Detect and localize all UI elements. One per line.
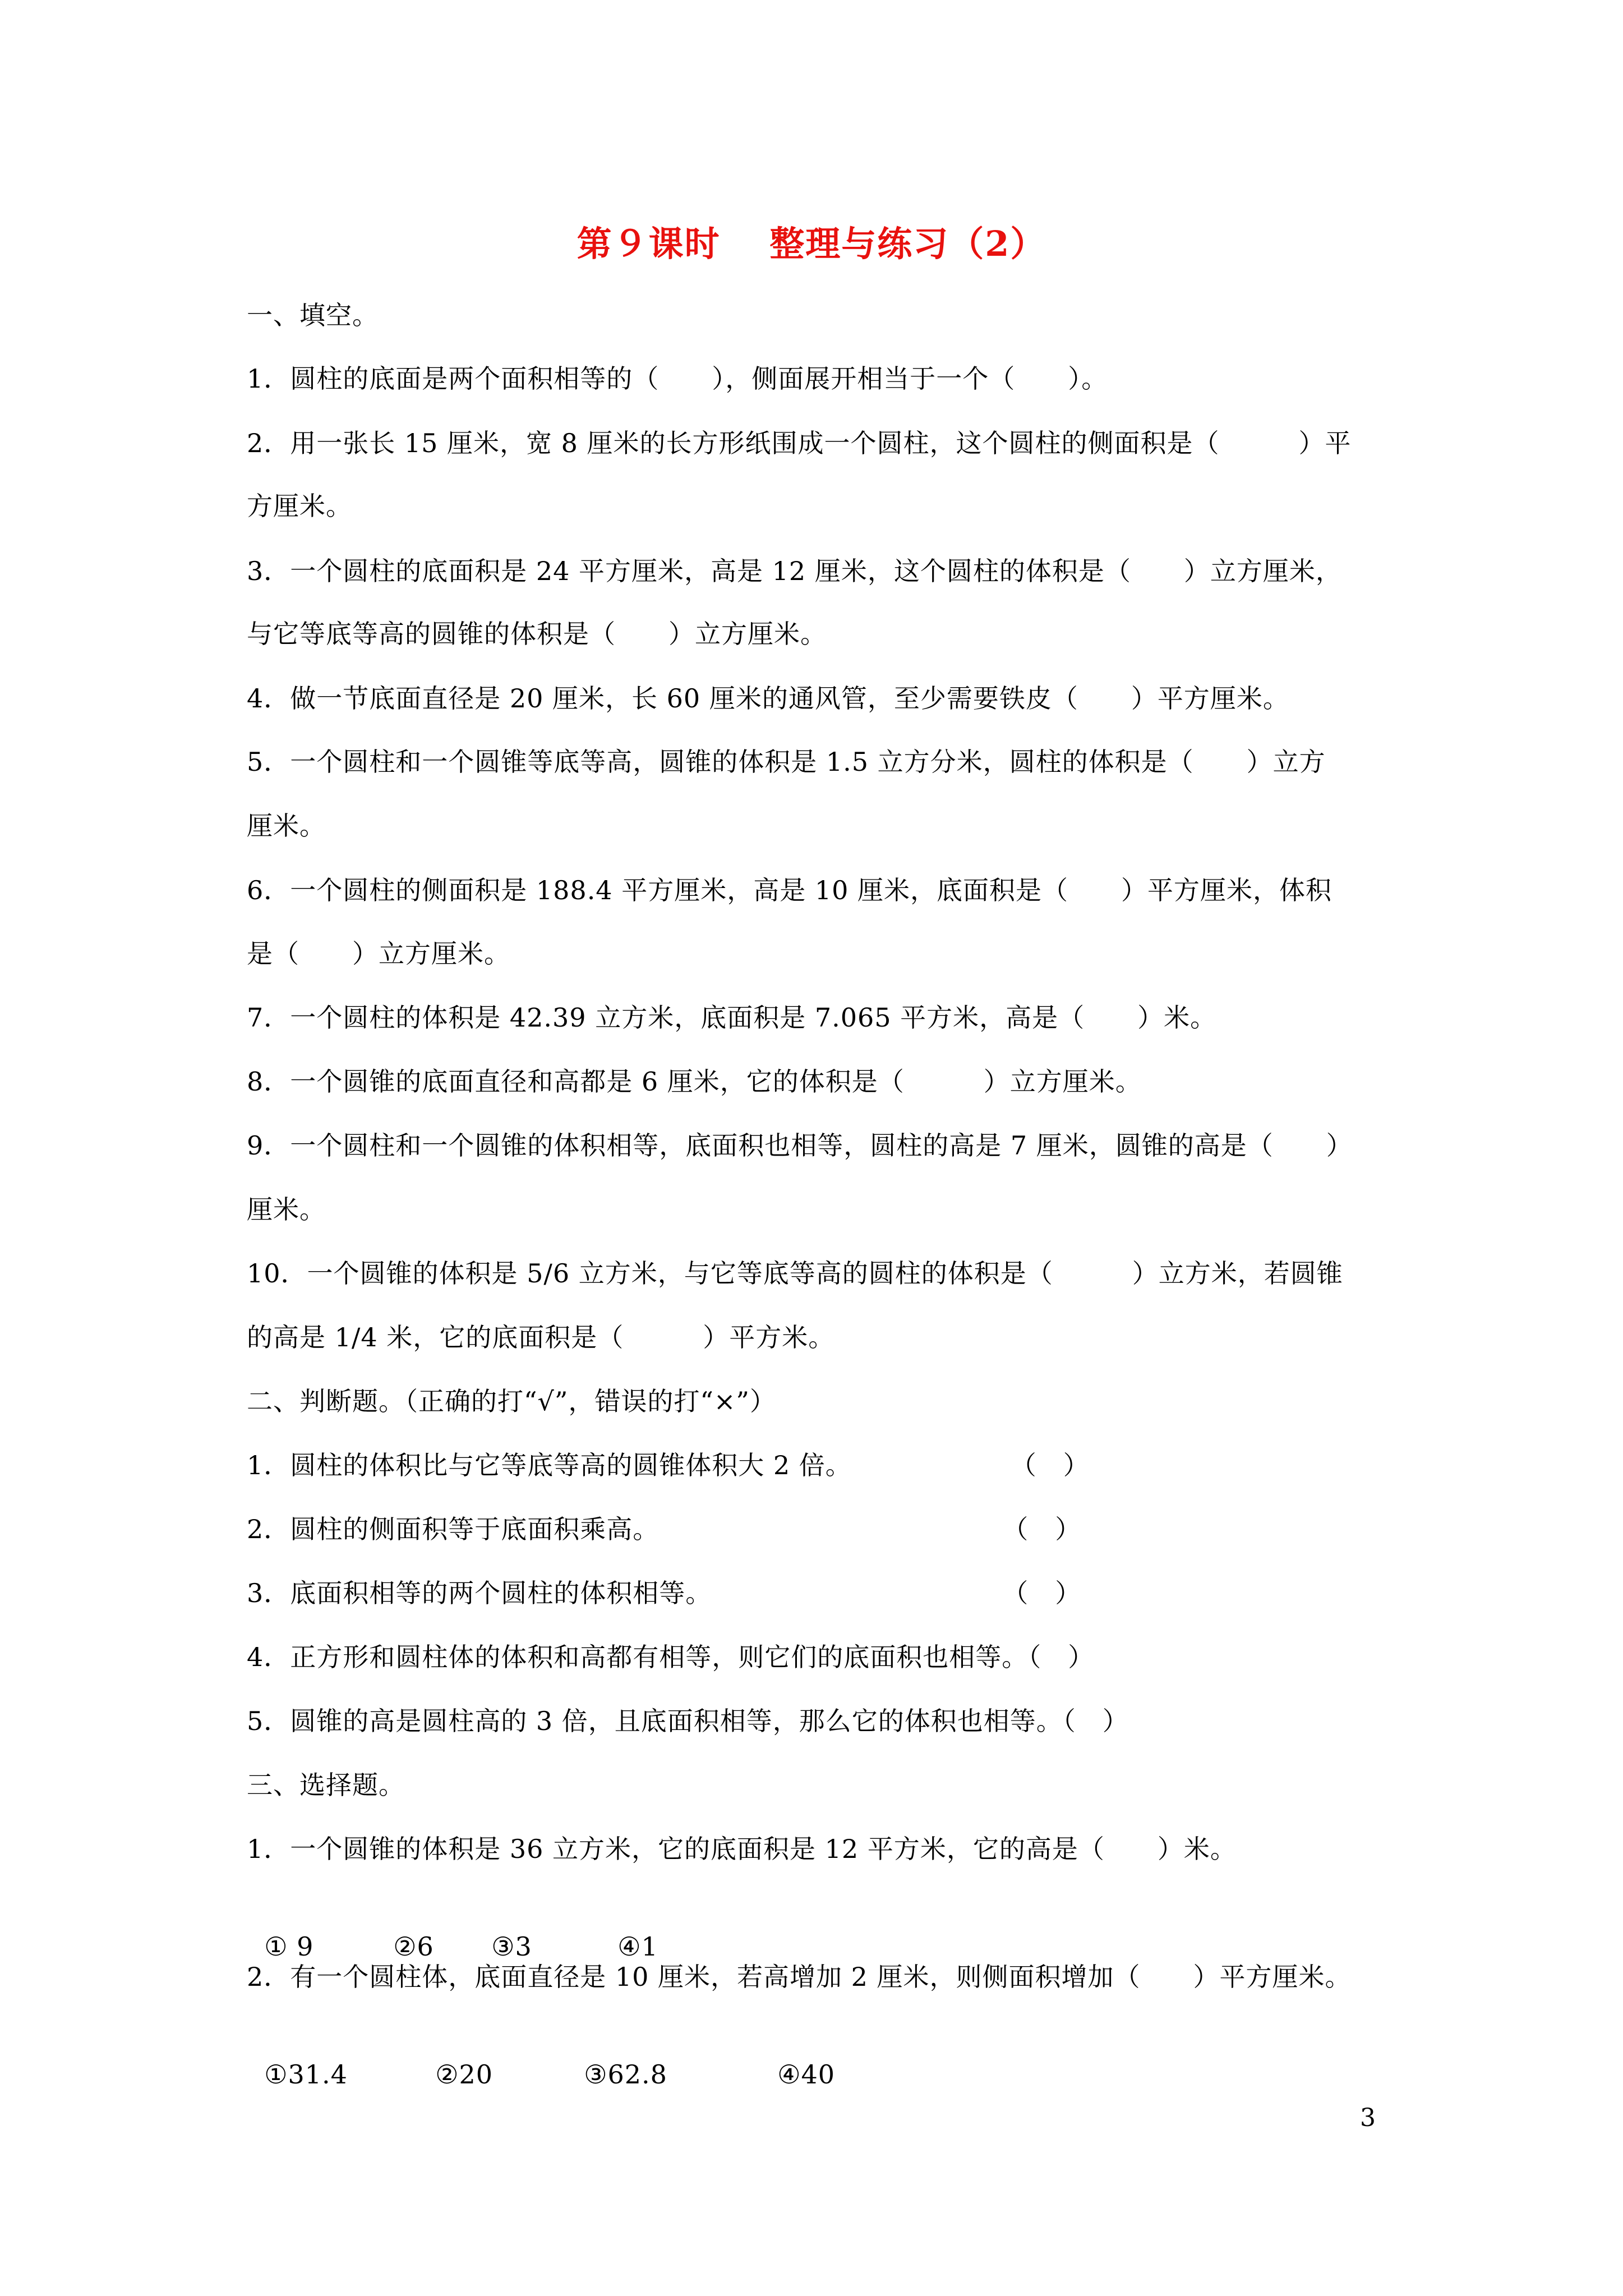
choice-options <box>247 2024 835 2091</box>
question-line: 3．一个圆柱的底面积是 24 平方厘米，高是 12 厘米，这个圆柱的体积是（ ）立方厘米， <box>247 556 1342 586</box>
choice-options <box>247 1896 658 1963</box>
question-line: 4．做一节底面直径是 20 厘米，长 60 厘米的通风管，至少需要铁皮（ ）平方厘米。 <box>247 683 1289 714</box>
judgment-line: 4．正方形和圆柱体的体积和高都有相等，则它们的底面积也相等。（ ） <box>247 1642 1095 1672</box>
page-number: 3 <box>1360 2104 1376 2132</box>
question-line: 9．一个圆柱和一个圆锥的体积相等，底面积也相等，圆柱的高是 7 厘米，圆锥的高是（ ） <box>247 1130 1353 1161</box>
question-line: 2．用一张长 15 厘米，宽 8 厘米的长方形纸围成一个圆柱，这个圆柱的侧面积是（ ）平 <box>247 428 1352 458</box>
choice-option: ④40 <box>777 2059 836 2090</box>
question-line: 厘米。 <box>247 811 326 841</box>
question-line: 6．一个圆柱的侧面积是 188.4 平方厘米，高是 10 厘米，底面积是（ ）平方厘米，体积 <box>247 875 1332 905</box>
question-line: 厘米。 <box>247 1194 326 1225</box>
question-line: 8．一个圆锥的底面直径和高都是 6 厘米，它的体积是（ ）立方厘米。 <box>247 1066 1142 1097</box>
choice-option: ②20 <box>435 2059 494 2090</box>
question-line: 7．一个圆柱的体积是 42.39 立方米，底面积是 7.065 平方米，高是（ ）米。 <box>247 1002 1217 1033</box>
question-line: 是（ ）立方厘米。 <box>247 938 510 969</box>
section-heading-true-false: 二、判断题。（正确的打“√”，错误的打“×”） <box>247 1386 776 1416</box>
question-line: 的高是 1/4 米，它的底面积是（ ）平方米。 <box>247 1322 835 1352</box>
choice-question: 2．有一个圆柱体，底面直径是 10 厘米，若高增加 2 厘米，则侧面积增加（ ）平方厘米。 <box>247 1962 1352 1992</box>
section-heading-fill-blank: 一、填空。 <box>247 300 379 330</box>
section-heading-multiple-choice: 三、选择题。 <box>247 1770 405 1800</box>
judgment-line: 2．圆柱的侧面积等于底面积乘高。 （ ） <box>247 1514 1082 1544</box>
judgment-line: 1．圆柱的体积比与它等底等高的圆锥体积大 2 倍。 （ ） <box>247 1450 1090 1480</box>
choice-option: ③62.8 <box>584 2059 667 2090</box>
choice-option: ① 9 <box>264 1931 314 1962</box>
judgment-line: 3．底面积相等的两个圆柱的体积相等。 （ ） <box>247 1578 1082 1608</box>
question-line: 10．一个圆锥的体积是 5/6 立方米，与它等底等高的圆柱的体积是（ ）立方米，若圆锥 <box>247 1258 1343 1289</box>
choice-option: ②6 <box>393 1931 434 1962</box>
page-title: 第９课时 整理与练习（2） <box>577 223 1046 264</box>
question-line: 5．一个圆柱和一个圆锥等底等高，圆锥的体积是 1.5 立方分米，圆柱的体积是（ ）立方 <box>247 747 1326 777</box>
choice-option: ①31.4 <box>264 2059 348 2090</box>
question-line: 1．圆柱的底面是两个面积相等的（ ），侧面展开相当于一个（ ）。 <box>247 364 1108 394</box>
question-line: 与它等底等高的圆锥的体积是（ ）立方厘米。 <box>247 619 827 649</box>
question-line: 方厘米。 <box>247 491 352 521</box>
choice-option: ④1 <box>617 1931 658 1962</box>
judgment-line: 5．圆锥的高是圆柱高的 3 倍，且底面积相等，那么它的体积也相等。（ ） <box>247 1706 1129 1736</box>
choice-question: 1．一个圆锥的体积是 36 立方米，它的底面积是 12 平方米，它的高是（ ）米。 <box>247 1834 1237 1864</box>
choice-option: ③3 <box>491 1931 532 1962</box>
